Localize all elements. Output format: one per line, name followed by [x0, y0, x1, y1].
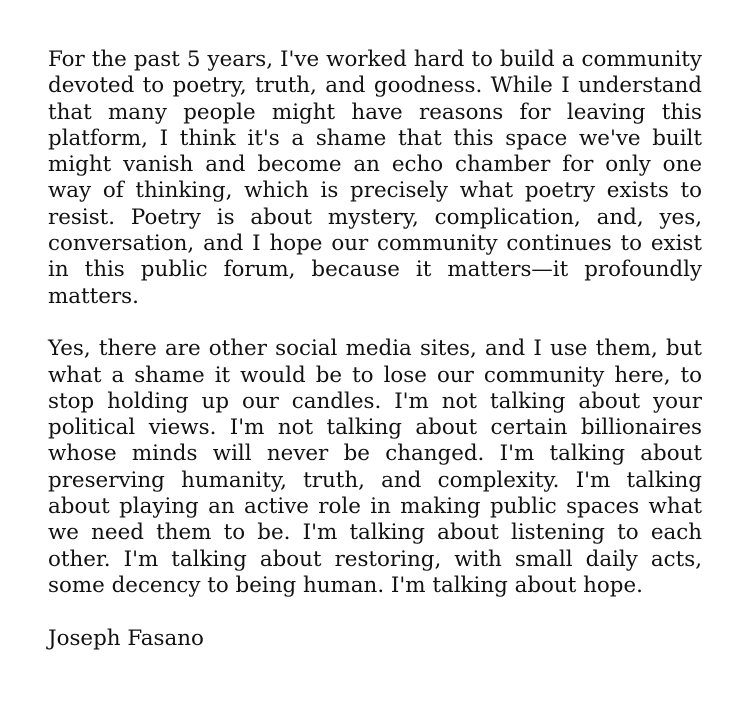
- author-signature: Joseph Fasano: [48, 625, 204, 651]
- statement-document: [48, 47, 702, 652]
- paragraph-community: For the past 5 years, I've worked hard to build a community devoted to poetry, truth, and goodness. While I understand that many people might have reasons for leaving this platform, I think it's a shame that this space we've built might vanish and become an echo chamber for only one way of thinking, which is precisely what poetry exists to resist. Poetry is about mystery, complication, and, yes, conversation, and I hope our community continues to exist in this public forum, because it matters—it profoundly matters.: [48, 47, 702, 309]
- paragraph-hope: Yes, there are other social media sites, and I use them, but what a shame it would be to lose our community here, to stop holding up our candles. I'm not talking about your political views. I'm not talking about certain billionaires whose minds will never be changed. I'm talking about preserving humanity, truth, and complexity. I'm talking about playing an active role in making public spaces what we need them to be. I'm talking about listening to each other. I'm talking about restoring, with small daily acts, some decency to being human. I'm talking about hope.: [48, 336, 702, 598]
